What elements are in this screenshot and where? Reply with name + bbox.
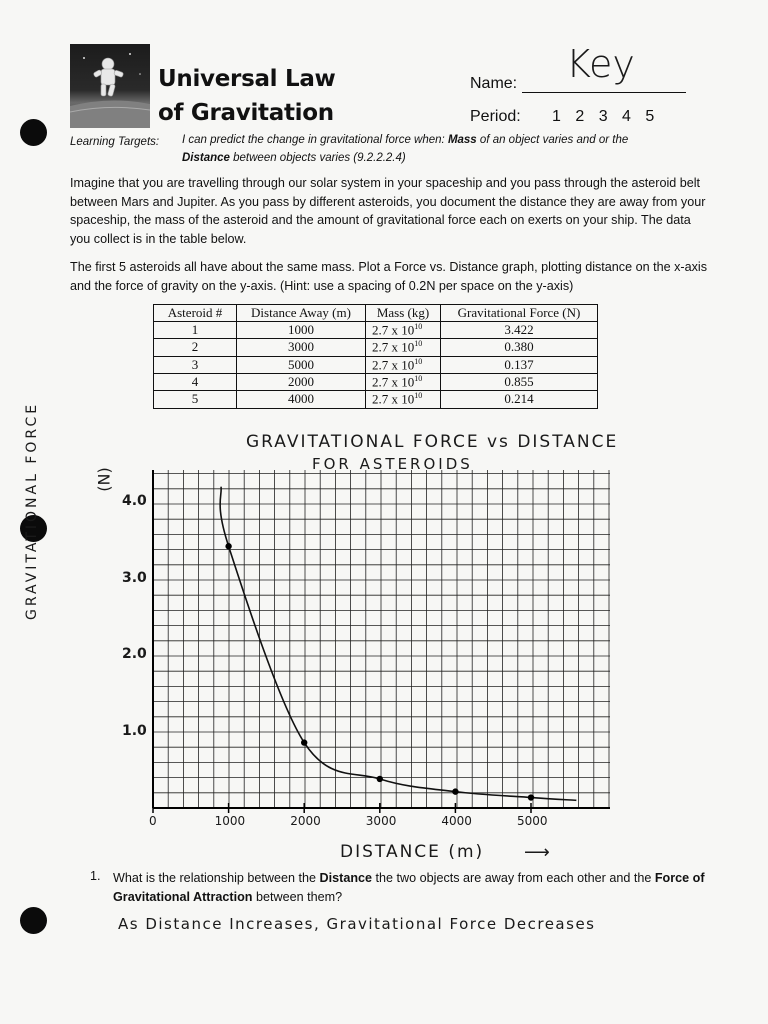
cell-asteroid: 1: [154, 322, 237, 339]
cell-mass: 2.7 x $10^{10}$: [366, 356, 441, 373]
y-axis-unit: (N): [94, 467, 114, 492]
cell-mass: 2.7 x $10^{10}$: [366, 373, 441, 390]
cell-distance: 1000: [237, 322, 366, 339]
chart-title-handwritten: GRAVITATIONAL FORCE vs DISTANCE: [246, 432, 619, 452]
cell-asteroid: 2: [154, 339, 237, 356]
cell-distance: 4000: [237, 391, 366, 408]
cell-asteroid: 5: [154, 391, 237, 408]
x-tick-label: 2000: [290, 814, 321, 828]
cell-force: 3.422: [441, 322, 598, 339]
data-point: [452, 788, 458, 794]
period-options: 1 2 3 4 5: [552, 108, 655, 125]
data-point: [377, 776, 383, 782]
cell-asteroid: 4: [154, 373, 237, 390]
best-fit-curve: [220, 487, 576, 801]
worksheet-title-line2: of Gravitation: [158, 100, 334, 126]
cell-force: 0.137: [441, 356, 598, 373]
col-header-mass: Mass (kg): [366, 305, 441, 322]
x-tick-label: 3000: [365, 814, 397, 828]
y-tick-label: 1.0: [122, 722, 147, 739]
data-point: [528, 794, 534, 800]
x-axis-arrow: ⟶: [524, 842, 550, 863]
instructions-paragraph: The first 5 asteroids all have about the same mass. Plot a Force vs. Distance graph, plotting distance on the x-axis and the force of gravity on the y-axis. (Hint: use a spacing of 0.2N per space on the y-axis): [70, 260, 707, 293]
name-label: Name:: [470, 75, 518, 92]
period-label: Period:: [470, 108, 521, 125]
x-axis-label: DISTANCE (m): [340, 842, 485, 862]
cell-distance: 3000: [237, 339, 366, 356]
col-header-distance: Distance Away (m): [237, 305, 366, 322]
cell-force: 0.855: [441, 373, 598, 390]
x-tick-label: 0: [149, 814, 157, 828]
col-header-asteroid: Asteroid #: [154, 305, 237, 322]
cell-force: 0.214: [441, 391, 598, 408]
question-number: 1.: [90, 869, 101, 883]
y-tick-label: 2.0: [122, 646, 147, 662]
name-handwritten-value: Key: [566, 42, 635, 86]
handwritten-answer: As Distance Increases, Gravitational Force Decreases: [118, 915, 596, 933]
cell-mass: 2.7 x $10^{10}$: [366, 339, 441, 356]
cell-distance: 5000: [237, 356, 366, 373]
learning-targets-label: Learning Targets:: [70, 136, 160, 148]
intro-paragraph: Imagine that you are travelling through our solar system in your spaceship and you pass through the asteroid belt between Mars and Jupiter. As you pass by different asteroids, you document the distance they are away from your spaceship, the mass of the asteroid and the amount of gravitational force each on exerts on your ship. The data you collect is in the table below.: [70, 176, 706, 246]
y-tick-label: 4.0: [122, 493, 147, 509]
data-point: [225, 543, 231, 549]
y-tick-label: 3.0: [122, 569, 147, 586]
learning-targets-text: I can predict the change in gravitational force when: Mass of an object varies and or the Distance between objects varies (9.2.2.2.4): [182, 134, 629, 164]
cell-distance: 2000: [237, 373, 366, 390]
x-tick-label: 1000: [214, 814, 246, 828]
x-tick-label: 4000: [441, 814, 472, 828]
cell-mass: 2.7 x $10^{10}$: [366, 391, 441, 408]
cell-asteroid: 3: [154, 356, 237, 373]
worksheet-title-line1: Universal Law: [158, 66, 336, 92]
question-text: What is the relationship between the Distance the two objects are away from each other and the Force of Gravitational Attraction between them?: [113, 871, 705, 904]
x-tick-label: 5000: [517, 814, 548, 828]
chart-subtitle-handwritten: FOR ASTEROIDS: [312, 455, 473, 473]
col-header-force: Gravitational Force (N): [441, 305, 598, 322]
cell-mass: 2.7 x $10^{10}$: [366, 322, 441, 339]
y-axis-label: GRAVITATIONAL FORCE: [24, 401, 40, 620]
cell-force: 0.380: [441, 339, 598, 356]
data-point: [301, 739, 307, 745]
